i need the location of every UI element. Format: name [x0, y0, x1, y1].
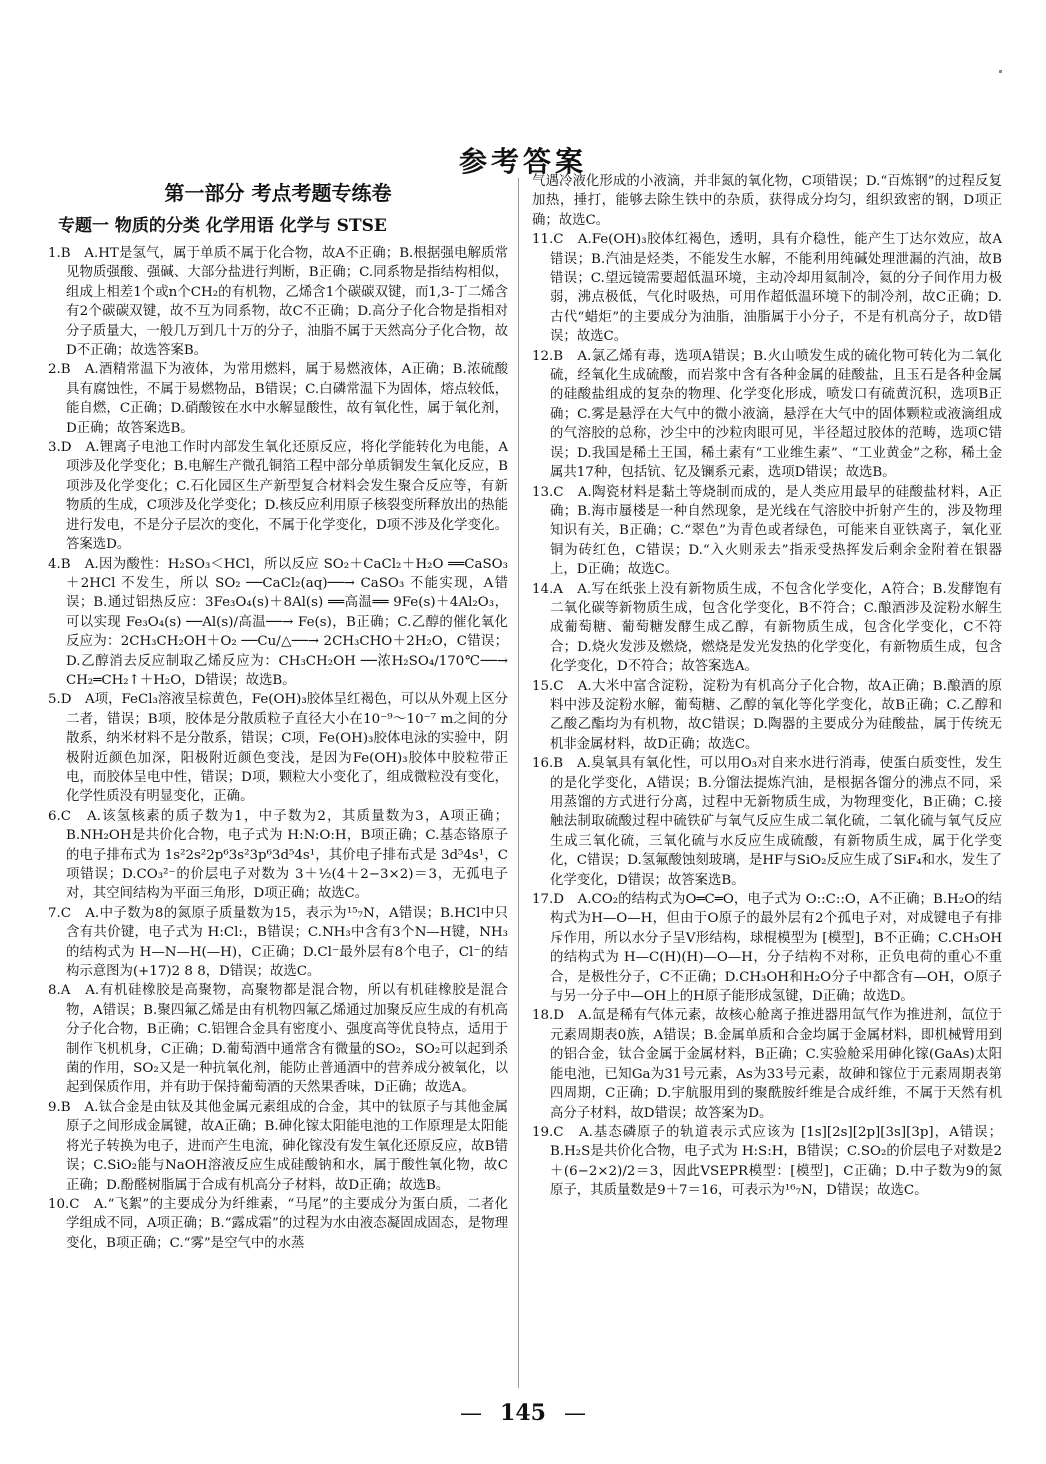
topic-heading: 专题一 物质的分类 化学用语 化学与 STSE — [58, 216, 387, 236]
answer-15: 15.C A.大米中富含淀粉，淀粉为有机高分子化合物，故A正确；B.酿酒的原料中涉及淀粉水解，葡萄糖、乙醇的氧化等化学变化，故B正确；C.乙醇和乙酸乙酯均为有机物，故C错误；D.陶器的主要成分为硅酸盐，属于传统无机非金属材料，故D正确；故选C。 — [532, 678, 1002, 752]
answer-1: 1.B A.HT是氢气，属于单质不属于化合物，故A不正确；B.根据强电解质常见物质强酸、强碱、大部分盐进行判断，B正确；C.同系物是指结构相似，组成上相差1个或n个CH₂的有机物，乙烯含1个碳碳双键，而1,3-丁二烯含有2个碳碳双键，故不互为同系物，故C不正确；D.高分子化合物是指相对分子质量大，一般几万到几十万的分子，油脂不属于天然高分子化合物，故D不正确；故选答案B。 — [48, 246, 508, 359]
part-heading: 第一部分 考点考题专练卷 — [164, 181, 392, 205]
answer-13: 13.C A.陶瓷材料是黏土等烧制而成的，是人类应用最早的硅酸盐材料，A正确；B.海市蜃楼是一种自然现象，是光线在气溶胶中折射产生的，涉及物理知识有关，B正确；C.“翠色”为青色或者绿色，可能来自亚铁离子，氧化亚铜为砖红色，C错误；D.“入火则汞去”指汞受热挥发后剩余金附着在银器上，D正确；故选C。 — [532, 484, 1002, 578]
answer-6: 6.C A.该氢核素的质子数为1，中子数为2，其质量数为3，A项正确；B.NH₂OH是共价化合物，电子式为 H:N:O:H，B项正确；C.基态铬原子的电子排布式为 1s²2s²2p⁶3s²3p⁶3d⁵4s¹，其价电子排布式是 3d⁵4s¹，C项错误；D.CO₃²⁻的价层电子对数为 3＋½(4＋2−3×2)＝3，无孤电子对，其空间结构为平面三角形，D项正确；故选C。 — [48, 808, 508, 902]
answer-17: 17.D A.CO₂的结构式为O═C═O，电子式为 O::C::O，A不正确；B.H₂O的结构式为H—O—H，但由于O原子的最外层有2个孤电子对，对成键电子有排斥作用，所以水分子呈V形结构，球棍模型为 [模型]，B不正确；C.CH₃OH的结构式为 H—C(H)(H)—O—H，分子结构不对称，正负电荷的重心不重合，是极性分子，C不正确；D.CH₃OH和H₂O分子中都含有—OH，O原子与另一分子中—OH上的H原子能形成氢键，D正确；故选D。 — [532, 892, 1002, 1005]
footer-dash-left: — — [460, 1401, 483, 1426]
answer-10-cont: 气遇冷液化形成的小液滴，并非氮的氧化物，C项错误；D.“百炼钢”的过程反复加热，捶打，能够去除生铁中的杂质，获得成分均匀，组织致密的钢，D项正确；故选C。 — [532, 174, 1002, 228]
footer-dash-right: — — [563, 1401, 586, 1426]
answer-11: 11.C A.Fe(OH)₃胶体红褐色，透明，具有介稳性，能产生丁达尔效应，故A错误；B.汽油是烃类，不能发生水解，不能利用纯碱处理泄漏的汽油，故B错误；C.望远镜需要超低温环境，主动冷却用氦制冷，氦的分子间作用力极弱，沸点极低，气化时吸热，可用作超低温环境下的制冷剂，故C正确；D.古代“蜡炬”的主要成分为油脂，油脂属于小分子，不是有机高分子，故D错误；故选C。 — [532, 232, 1002, 345]
answer-7: 7.C A.中子数为8的氮原子质量数为15，表示为¹⁵₇N，A错误；B.HCl中只含有共价键，电子式为 H:Cl:，B错误；C.NH₃中含有3个N—H键，NH₃的结构式为 H—N—H(—H)，C正确；D.Cl⁻最外层有8个电子，Cl⁻的结构示意图为(+17)2 8 8，D错误；故选C。 — [48, 905, 508, 980]
answer-3: 3.D A.锂离子电池工作时内部发生氧化还原反应，将化学能转化为电能，A项涉及化学变化；B.电解生产微孔铜箔工程中部分单质铜发生氧化反应，B项涉及化学变化；C.石化园区生产新型复合材料会发生聚合反应等，有新物质的生成，C项涉及化学变化；D.核反应利用原子核裂变所释放出的热能进行发电，不是分子层次的变化，不属于化学变化，D项不涉及化学变化。答案选D。 — [48, 440, 508, 553]
answer-16: 16.B A.臭氧具有氧化性，可以用O₃对自来水进行消毒，使蛋白质变性，发生的是化学变化，A错误；B.分馏法提炼汽油，是根据各馏分的沸点不同，采用蒸馏的方式进行分离，过程中无新物质生成，为物理变化，B正确；C.接触法制取硫酸过程中硫铁矿与氧气反应生成二氧化硫，二氧化硫与氧气反应生成三氧化硫，三氧化硫与水反应生成硫酸，有新物质生成，属于化学变化，C错误；D.氢氟酸蚀刻玻璃，是HF与SiO₂反应生成了SiF₄和水，发生了化学变化，D错误；故答案选B。 — [532, 756, 1002, 888]
answer-5: 5.D A项，FeCl₃溶液呈棕黄色，Fe(OH)₃胶体呈红褐色，可以从外观上区分二者，错误；B项，胶体是分散质粒子直径大小在10⁻⁹～10⁻⁷ m之间的分散系，纳米材料不是分散系，错误；C项，Fe(OH)₃胶体电泳的实验中，阴极附近颜色加深，阳极附近颜色变浅，是因为Fe(OH)₃胶体中胶粒带正电，而胶体呈电中性，错误；D项，颗粒大小变化了，组成微粒没有变化，化学性质没有明显变化，正确。 — [48, 692, 508, 805]
answer-14: 14.A A.写在纸张上没有新物质生成，不包含化学变化，A符合；B.发酵饱有二氧化碳等新物质生成，包含化学变化，B不符合；C.酿酒涉及淀粉水解生成葡萄糖、葡萄糖发酵生成乙醇，有新物质生成，包含化学变化，C不符合；D.烧火发涉及燃烧，燃烧是发光发热的化学变化，有新物质生成，包含化学变化，D不符合；故答案选A。 — [532, 581, 1002, 675]
answer-19: 19.C A.基态磷原子的轨道表示式应该为 [1s][2s][2p][3s][3p]，A错误；B.H₂S是共价化合物，电子式为 H:S:H，B错误；C.SO₂的价层电子对数是2＋(6−2×2)/2＝3，因此VSEPR模型：[模型]，C正确；D.中子数为9的氮原子，其质量数是9＋7＝16，可表示为¹⁶₇N，D错误；故选C。 — [532, 1124, 1003, 1199]
left-column — [48, 180, 508, 1253]
page-title: 参考答案 — [458, 145, 587, 178]
page-number: 145 — [500, 1400, 546, 1426]
answer-4: 4.B A.因为酸性：H₂SO₃＜HCl，所以反应 SO₂＋CaCl₂＋H₂O ══CaSO₃＋2HCl 不发生，所以 SO₂ ──CaCl₂(aq)──→ CaSO₃ 不能实现，A错误；B.通过铝热反应：3Fe₃O₄(s)＋8Al(s) ══高温══ 9Fe(s)＋4Al₂O₃，可以实现 Fe₃O₄(s) ──Al(s)/高温──→ Fe(s)，B正确；C.乙醇的催化氧化反应为：2CH₃CH₂OH＋O₂ ──Cu/△──→ 2CH₃CHO＋2H₂O，C错误；D.乙醇消去反应制取乙烯反应为：CH₃CH₂OH ──浓H₂SO₄/170℃──→ CH₂═CH₂↑＋H₂O，D错误；故选B。 — [48, 556, 508, 688]
scan-speck — [999, 70, 1002, 73]
answer-8: 8.A A.有机硅橡胶是高聚物，高聚物都是混合物，所以有机硅橡胶是混合物，A错误；B.聚四氟乙烯是由有机物四氟乙烯通过加聚反应生成的有机高分子化合物，B正确；C.铝锂合金具有密度小、强度高等优良特点，适用于制作飞机机身，C正确；D.葡萄酒中通常含有微量的SO₂，SO₂可以起到杀菌的作用，SO₂又是一种抗氧化剂，能防止普通酒中的营养成分被氧化，以起到保质作用，并有助于保持葡萄酒的天然果香味，D正确；故选A。 — [48, 983, 508, 1096]
answer-10: 10.C A.“飞絮”的主要成分为纤维素，“马尾”的主要成分为蛋白质，二者化学组成不同，A项正确；B.“露成霜”的过程为水由液态凝固成固态，是物理变化，B项正确；C.“雾”是空气中的水蒸 — [48, 1196, 508, 1251]
answer-9: 9.B A.钛合金是由钛及其他金属元素组成的合金，其中的钛原子与其他金属原子之间形成金属键，故A正确；B.砷化镓太阳能电池的工作原理是太阳能将光子转换为电子，进而产生电流，砷化镓没有发生氧化还原反应，故B错误；C.SiO₂能与NaOH溶液反应生成硅酸钠和水，属于酸性氧化物，故C正确；D.酚醛树脂属于合成有机高分子材料，故D正确；故选B。 — [48, 1099, 508, 1193]
column-divider — [518, 178, 519, 1388]
answer-12: 12.B A.氯乙烯有毒，选项A错误；B.火山喷发生成的硫化物可转化为二氧化硫，经氧化生成硫酸，而岩浆中含有各种金属的硅酸盐，且玉石是各种金属的硅酸盐组成的复杂的物理、化学变化形成，喷发口有硫黄沉积，选项B正确；C.雾是悬浮在大气中的微小液滴，悬浮在大气中的固体颗粒或液滴组成的气溶胶的总称，沙尘中的沙粒肉眼可见，半径超过胶体的范畴，选项C错误；D.我国是稀土王国，稀土素有“工业维生素”、“工业黄金”之称，稀土金属共17种，包括钪、钇及镧系元素，选项D错误；故选B。 — [532, 348, 1002, 481]
answer-18: 18.D A.氙是稀有气体元素，故核心舱离子推进器用氙气作为推进剂，氙位于元素周期表0族，A错误；B.金属单质和合金均属于金属材料，即机械臂用到的铝合金，钛合金属于金属材料，B正确；C.实验舱采用砷化镓(GaAs)太阳能电池，已知Ga为31号元素，As为33号元素，故砷和镓位于元素周期表第四周期，C正确；D.宇航服用到的聚酰胺纤维是合成纤维，不属于天然有机高分子材料，故D错误；故答案为D。 — [532, 1008, 1002, 1121]
right-column — [532, 172, 1002, 1201]
answer-2: 2.B A.酒精常温下为液体，为常用燃料，属于易燃液体，A正确；B.浓硫酸具有腐蚀性，不属于易燃物品，B错误；C.白磷常温下为固体，熔点较低，能自燃，C正确；D.硝酸铵在水中水解显酸性，故有氧化性，属于氧化剂，D正确；故答案选B。 — [48, 362, 508, 436]
page-number-footer — [0, 1400, 1046, 1426]
